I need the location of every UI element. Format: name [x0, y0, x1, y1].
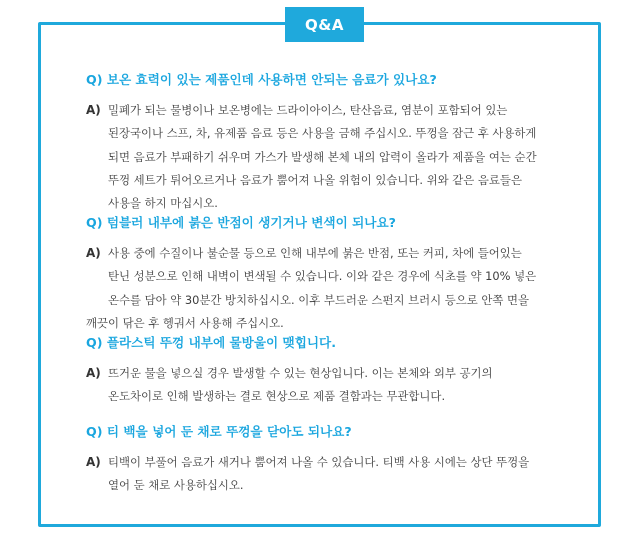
answer-mark: A)	[86, 246, 101, 260]
answer-line: 탄닌 성분으로 인해 내벽이 변색될 수 있습니다. 이와 같은 경우에 식초를 약 10% 넣은	[108, 269, 537, 284]
answer-body	[86, 242, 537, 335]
answer-mark: A)	[86, 103, 101, 117]
answer-body	[108, 362, 493, 409]
answer-line: 되면 음료가 부패하기 쉬우며 가스가 발생해 본체 내의 압력이 올라가 제품을 여는 순간	[108, 149, 537, 164]
question-1: Q) 보온 효력이 있는 제품인데 사용하면 안되는 음료가 있나요?	[86, 72, 437, 87]
answer-line: 된장국이나 스프, 차, 유제품 음료 등은 사용을 금해 주십시오. 뚜껑을 잠근 후 사용하게	[108, 126, 537, 141]
qa-item-1	[86, 71, 586, 215]
answer-3	[86, 362, 586, 409]
answer-4	[86, 451, 586, 498]
question-4: Q) 티 백을 넣어 둔 채로 뚜껑을 닫아도 되나요?	[86, 424, 352, 439]
answer-2	[86, 242, 586, 335]
answer-line: 사용을 하지 마십시오.	[108, 196, 218, 211]
answer-line: 온도차이로 인해 발생하는 결로 현상으로 제품 결함과는 무관합니다.	[108, 389, 446, 404]
answer-line: 온수를 담아 약 30분간 방치하십시오. 이후 부드러운 스펀지 브러시 등으로 안쪽 면을	[108, 292, 530, 307]
question-3: Q) 플라스틱 뚜껑 내부에 물방울이 맺힙니다.	[86, 335, 336, 350]
qa-item-2	[86, 214, 586, 335]
answer-line: 뚜껑 세트가 튀어오르거나 음료가 뿜어져 나올 위험이 있습니다. 위와 같은 음료들은	[108, 172, 522, 187]
qa-badge: Q&A	[285, 7, 364, 42]
answer-line: 사용 중에 수질이나 불순물 등으로 인해 내부에 붉은 반점, 또는 커피, 차에 들어있는	[108, 246, 522, 260]
qa-item-3	[86, 334, 586, 409]
answer-line: 뜨거운 물을 넣으실 경우 발생할 수 있는 현상입니다. 이는 본체와 외부 공기의	[108, 366, 493, 380]
answer-1	[86, 99, 586, 215]
qa-item-4	[86, 423, 586, 498]
answer-line: 밀폐가 되는 물병이나 보온병에는 드라이아이스, 탄산음료, 염분이 포함되어 있는	[108, 103, 508, 117]
answer-body	[108, 99, 537, 215]
answer-mark: A)	[86, 455, 101, 469]
answer-line: 티백이 부풀어 음료가 새거나 뿜어져 나올 수 있습니다. 티백 사용 시에는 상단 뚜껑을	[108, 455, 530, 469]
answer-line: 열어 둔 채로 사용하십시오.	[108, 478, 244, 493]
answer-body	[108, 451, 529, 498]
answer-line: 깨끗이 닦은 후 헹궈서 사용해 주십시오.	[86, 315, 284, 330]
answer-mark: A)	[86, 366, 101, 380]
question-2: Q) 텀블러 내부에 붉은 반점이 생기거나 변색이 되나요?	[86, 215, 396, 230]
